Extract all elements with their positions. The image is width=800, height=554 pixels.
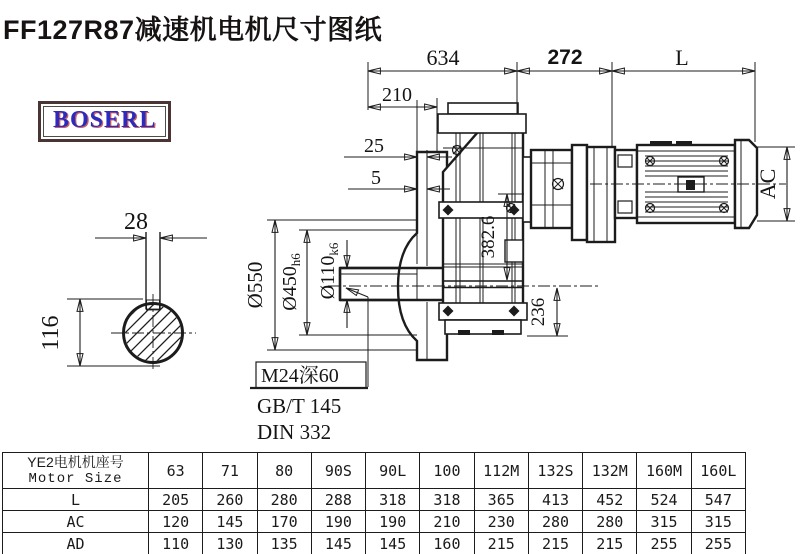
page-title: FF127R87减速机电机尺寸图纸 xyxy=(3,15,383,45)
table-row-AD xyxy=(3,533,746,554)
dim-flange-od-label: Ø550 xyxy=(243,261,267,309)
table-row-AC xyxy=(3,511,746,533)
cell: 260 xyxy=(203,489,257,511)
cell: 524 xyxy=(637,489,691,511)
cell: 215 xyxy=(528,533,582,554)
cell: 547 xyxy=(691,489,745,511)
cell: 145 xyxy=(366,533,420,554)
cell: 280 xyxy=(257,489,311,511)
cell: 452 xyxy=(583,489,637,511)
col-header: 63 xyxy=(149,453,203,489)
col-header: 71 xyxy=(203,453,257,489)
col-header: 160L xyxy=(691,453,745,489)
cell: 190 xyxy=(311,511,365,533)
cell: 120 xyxy=(149,511,203,533)
dim-base-height-label: 236 xyxy=(528,297,549,327)
table-header-row xyxy=(3,453,746,489)
cell: 280 xyxy=(528,511,582,533)
dim-key-height-label: 116 xyxy=(38,315,64,351)
cell: 205 xyxy=(149,489,203,511)
col-header: 90S xyxy=(311,453,365,489)
cell: 210 xyxy=(420,511,474,533)
cell: 145 xyxy=(311,533,365,554)
motor-size-table xyxy=(2,452,746,554)
motor-adapter xyxy=(523,145,637,242)
row-label: AD xyxy=(3,533,149,554)
output-flange xyxy=(398,152,447,360)
brand-logo-text: BOSERL xyxy=(43,106,166,137)
note-din-standard: DIN 332 xyxy=(257,420,332,444)
dim-25-label: 25 xyxy=(364,135,384,157)
dimension-drawing xyxy=(0,45,800,454)
col-header: 132M xyxy=(583,453,637,489)
cell: 190 xyxy=(366,511,420,533)
dim-flange-offset-label: 210 xyxy=(382,84,412,106)
col-header: 160M xyxy=(637,453,691,489)
header-cn: YE2电机机座号 xyxy=(27,454,124,471)
cell: 318 xyxy=(366,489,420,511)
cell: 215 xyxy=(474,533,528,554)
shaft-section-view xyxy=(38,209,207,372)
col-header: 132S xyxy=(528,453,582,489)
cell: 315 xyxy=(637,511,691,533)
cell: 110 xyxy=(149,533,203,554)
cell: 255 xyxy=(691,533,745,554)
dim-motor-ac-label: AC xyxy=(755,168,780,200)
col-header: 80 xyxy=(257,453,311,489)
dim-motor-length-label: L xyxy=(675,45,689,70)
cell: 215 xyxy=(583,533,637,554)
dim-5-label: 5 xyxy=(371,167,381,189)
header-en: Motor Size xyxy=(28,470,123,487)
table-row-L xyxy=(3,489,746,511)
cell: 365 xyxy=(474,489,528,511)
dim-overall-length-label: 634 xyxy=(426,45,460,70)
table-header-motor-size xyxy=(3,453,149,489)
cell: 413 xyxy=(528,489,582,511)
cell: 280 xyxy=(583,511,637,533)
cell: 170 xyxy=(257,511,311,533)
dim-shaft-label: $Ø110_{k6}$ xyxy=(317,242,341,300)
cell: 255 xyxy=(637,533,691,554)
cell: 318 xyxy=(420,489,474,511)
note-tap-hole: M24深60 xyxy=(261,365,339,387)
col-header: 100 xyxy=(420,453,474,489)
cell: 135 xyxy=(257,533,311,554)
dim-adapter-length-label: 272 xyxy=(547,46,583,69)
col-header: 112M xyxy=(474,453,528,489)
col-header: 90L xyxy=(366,453,420,489)
row-label: L xyxy=(3,489,149,511)
cell: 230 xyxy=(474,511,528,533)
dim-key-width-label: 28 xyxy=(124,209,148,235)
row-label: AC xyxy=(3,511,149,533)
cell: 288 xyxy=(311,489,365,511)
cell: 145 xyxy=(203,511,257,533)
dim-spigot-label: $Ø450_{h6}$ xyxy=(279,253,303,311)
cell: 315 xyxy=(691,511,745,533)
note-gb-standard: GB/T 145 xyxy=(257,394,342,418)
dim-center-height-label: 382.6 xyxy=(478,215,499,259)
cell: 130 xyxy=(203,533,257,554)
cell: 160 xyxy=(420,533,474,554)
